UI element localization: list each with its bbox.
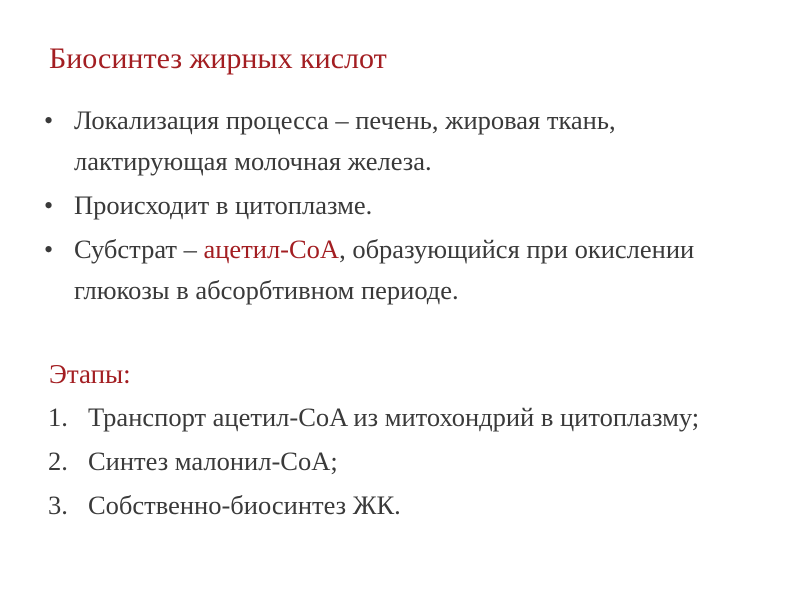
stage-text: Синтез малонил-CoA; (88, 446, 338, 476)
stage-item-transport (48, 397, 768, 438)
bullet-localization (44, 100, 764, 182)
slide-title: Биосинтез жирных кислот (49, 42, 387, 75)
bullet-dot-icon: • (44, 106, 54, 135)
stage-text: Транспорт ацетил-CoA из митохондрий в цитоплазму; (88, 402, 700, 432)
bullet-text: Происходит в цитоплазме. (74, 190, 373, 220)
bullet-cytoplasm (44, 185, 764, 226)
bullet-substrate (44, 229, 764, 311)
bullet-text-prefix: Субстрат – (74, 234, 204, 264)
bullet-dot-icon: • (44, 191, 54, 220)
stages-heading: Этапы: (49, 359, 131, 389)
highlight-acetyl-coa: ацетил-CoA (203, 234, 340, 264)
stage-number: 1. (48, 402, 68, 432)
stage-number: 3. (48, 490, 68, 520)
bullet-list (44, 100, 764, 314)
bullet-dot-icon: • (44, 235, 54, 264)
stages-list (48, 397, 768, 529)
stage-item-biosynthesis (48, 485, 768, 526)
bullet-text-suffix: , образующийся при окислении глюкозы в абсорбтивном периоде. (74, 234, 695, 305)
stage-item-malonyl (48, 441, 768, 482)
bullet-text: Локализация процесса – печень, жировая ткань, лактирующая молочная железа. (74, 105, 616, 176)
stage-text: Собственно-биосинтез ЖК. (88, 490, 401, 520)
stage-number: 2. (48, 446, 68, 476)
